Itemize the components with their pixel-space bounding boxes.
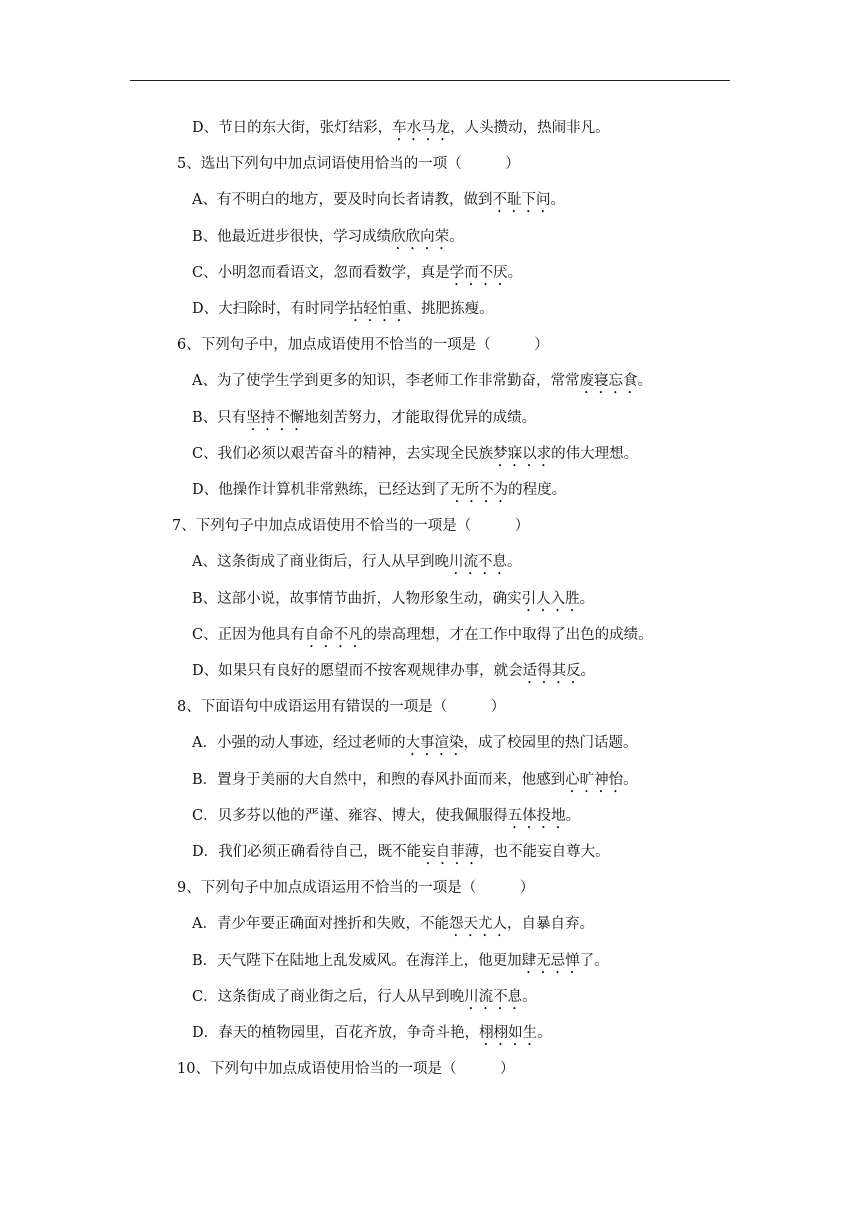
text-segment: C、正因为他具有 [192,626,305,643]
dotted-idiom: 欣欣向荣 [391,228,450,245]
text-segment: 。 [507,264,523,281]
text-segment: D、节日的东大街，张灯结彩， [192,120,393,136]
dotted-idiom: 学而不厌 [449,264,508,281]
text-segment: D、他操作计算机非常熟练，已经达到了 [192,482,451,498]
text-segment: D、大扫除时，有时同学 [192,301,349,317]
answer-option [192,951,609,977]
text-segment: 7、下列句子中加点成语使用不恰当的一项是（ ） [172,518,530,535]
text-segment: 的崇高理想，才在工作中取得了出色的成绩。 [362,626,653,643]
dotted-idiom: 拈轻怕重 [348,301,407,317]
text-segment: A、为了使学生学到更多的知识，李老师工作非常勤奋，常常 [192,373,580,390]
dotted-idiom: 怨天尤人 [448,916,507,933]
answer-option [192,914,594,940]
text-segment: D、如果只有良好的愿望而不按客观规律办事，就会 [192,663,523,679]
answer-option [192,408,536,434]
text-segment: 。 [537,1025,552,1041]
text-segment: ，自暴自弃。 [506,916,594,933]
text-segment: 9、下列句子中加点成语运用不恰当的一项是（ ） [177,880,535,897]
text-segment: ，也不能妄自尊大。 [479,844,610,860]
text-segment: 6、下列句子中，加点成语使用不恰当的一项是（ ） [177,337,549,354]
text-segment: ，人头攒动，热闹非凡。 [450,120,610,136]
dotted-idiom: 自命不凡 [304,626,363,643]
dotted-idiom: 五体投地 [507,807,566,824]
text-segment: 。 [637,373,652,390]
dotted-idiom: 川流不息 [448,554,507,571]
dotted-idiom: 无所不为 [450,482,509,498]
text-segment: C．贝多芬以他的严谨、雍容、博大，使我佩服得 [192,807,508,824]
text-segment: 的伟大理想。 [551,445,639,462]
text-segment: 8、下面语句中成语运用有错误的一项是（ ） [177,699,506,716]
answer-option [192,480,566,506]
text-segment: 。 [522,988,537,1005]
text-segment: 。 [506,554,522,571]
answer-option [192,118,610,144]
dotted-idiom: 适得其反 [522,663,581,679]
text-segment: 10、下列句中加点成语使用恰当的一项是（ ） [177,1061,515,1078]
answer-option [192,770,638,796]
answer-option [192,299,494,325]
answer-option [192,227,464,253]
answer-option [192,263,522,289]
text-segment: 5、选出下列句中加点词语使用恰当的一项（ ） [177,156,520,173]
text-segment: 。 [623,771,638,788]
question-stem [177,878,534,898]
text-segment: B．天气陛下在陆地上乱发威风。在海洋上，他更加 [192,952,522,969]
text-segment: 地刻苦努力，才能取得优异的成绩。 [304,409,537,426]
answer-option [192,1023,552,1049]
dotted-idiom: 车水马龙 [392,120,451,136]
text-segment: D．我们必须正确看待自己，既不能 [192,844,422,860]
dotted-idiom: 心旷神怡 [565,771,624,788]
dotted-idiom: 川流不息 [464,988,523,1005]
text-segment: C．这条街成了商业街之后，行人从早到晚 [192,988,465,1005]
text-segment: 。 [565,807,581,824]
answer-option [192,444,638,470]
text-segment: A、这条街成了商业街后，行人从早到晚 [192,554,449,571]
answer-option [192,733,637,759]
answer-option [192,190,565,216]
text-segment: 、挑肥拣瘦。 [406,301,494,317]
text-segment: ，成了校园里的热门话题。 [463,735,638,752]
answer-option [192,552,521,578]
text-segment: A、有不明白的地方，要及时向长者请教，做到 [192,192,493,209]
text-segment: 。 [580,663,596,679]
text-segment: C、我们必须以艰苦奋斗的精神，去实现全民族 [192,445,494,462]
answer-option [192,625,653,651]
dotted-idiom: 大事渲染 [405,735,464,752]
text-segment: 。 [449,228,464,245]
dotted-idiom: 梦寐以求 [493,445,552,462]
answer-option [192,589,594,615]
text-segment: B、他最近进步很快，学习成绩 [192,228,392,245]
question-stem [177,335,549,355]
text-segment: 的程度。 [508,482,567,498]
text-segment: 了。 [579,952,609,969]
question-stem [177,697,505,717]
header-rule [130,80,730,81]
dotted-idiom: 引人入胜 [521,590,580,607]
dotted-idiom: 不耻下问 [492,192,551,209]
answer-option [192,987,537,1013]
text-segment: 。 [579,590,595,607]
text-segment: C、小明忽而看语文，忽而看数学，真是 [192,264,450,281]
answer-option [192,806,580,832]
dotted-idiom: 坚持不懈 [246,409,305,426]
text-segment: D．春天的植物园里，百花齐放，争奇斗艳， [192,1025,480,1041]
text-segment: A．青少年要正确面对挫折和失败，不能 [192,916,449,933]
text-segment: 。 [550,192,565,209]
answer-option [192,661,595,687]
question-stem [172,516,529,536]
text-segment: B．置身于美丽的大自然中，和煦的春风扑面而来，他感到 [192,771,566,788]
dotted-idiom: 肆无忌惮 [521,952,580,969]
dotted-idiom: 栩栩如生 [479,1025,538,1041]
question-stem [177,1059,514,1079]
answer-option [192,371,652,397]
text-segment: A．小强的动人事迹，经过老师的 [192,735,406,752]
answer-option [192,842,610,868]
text-segment: B、这部小说，故事情节曲折，人物形象生动，确实 [192,590,522,607]
dotted-idiom: 妄自菲薄 [421,844,480,860]
text-segment: B、只有 [192,409,247,426]
question-stem [177,154,520,174]
dotted-idiom: 废寝忘食 [579,373,638,390]
